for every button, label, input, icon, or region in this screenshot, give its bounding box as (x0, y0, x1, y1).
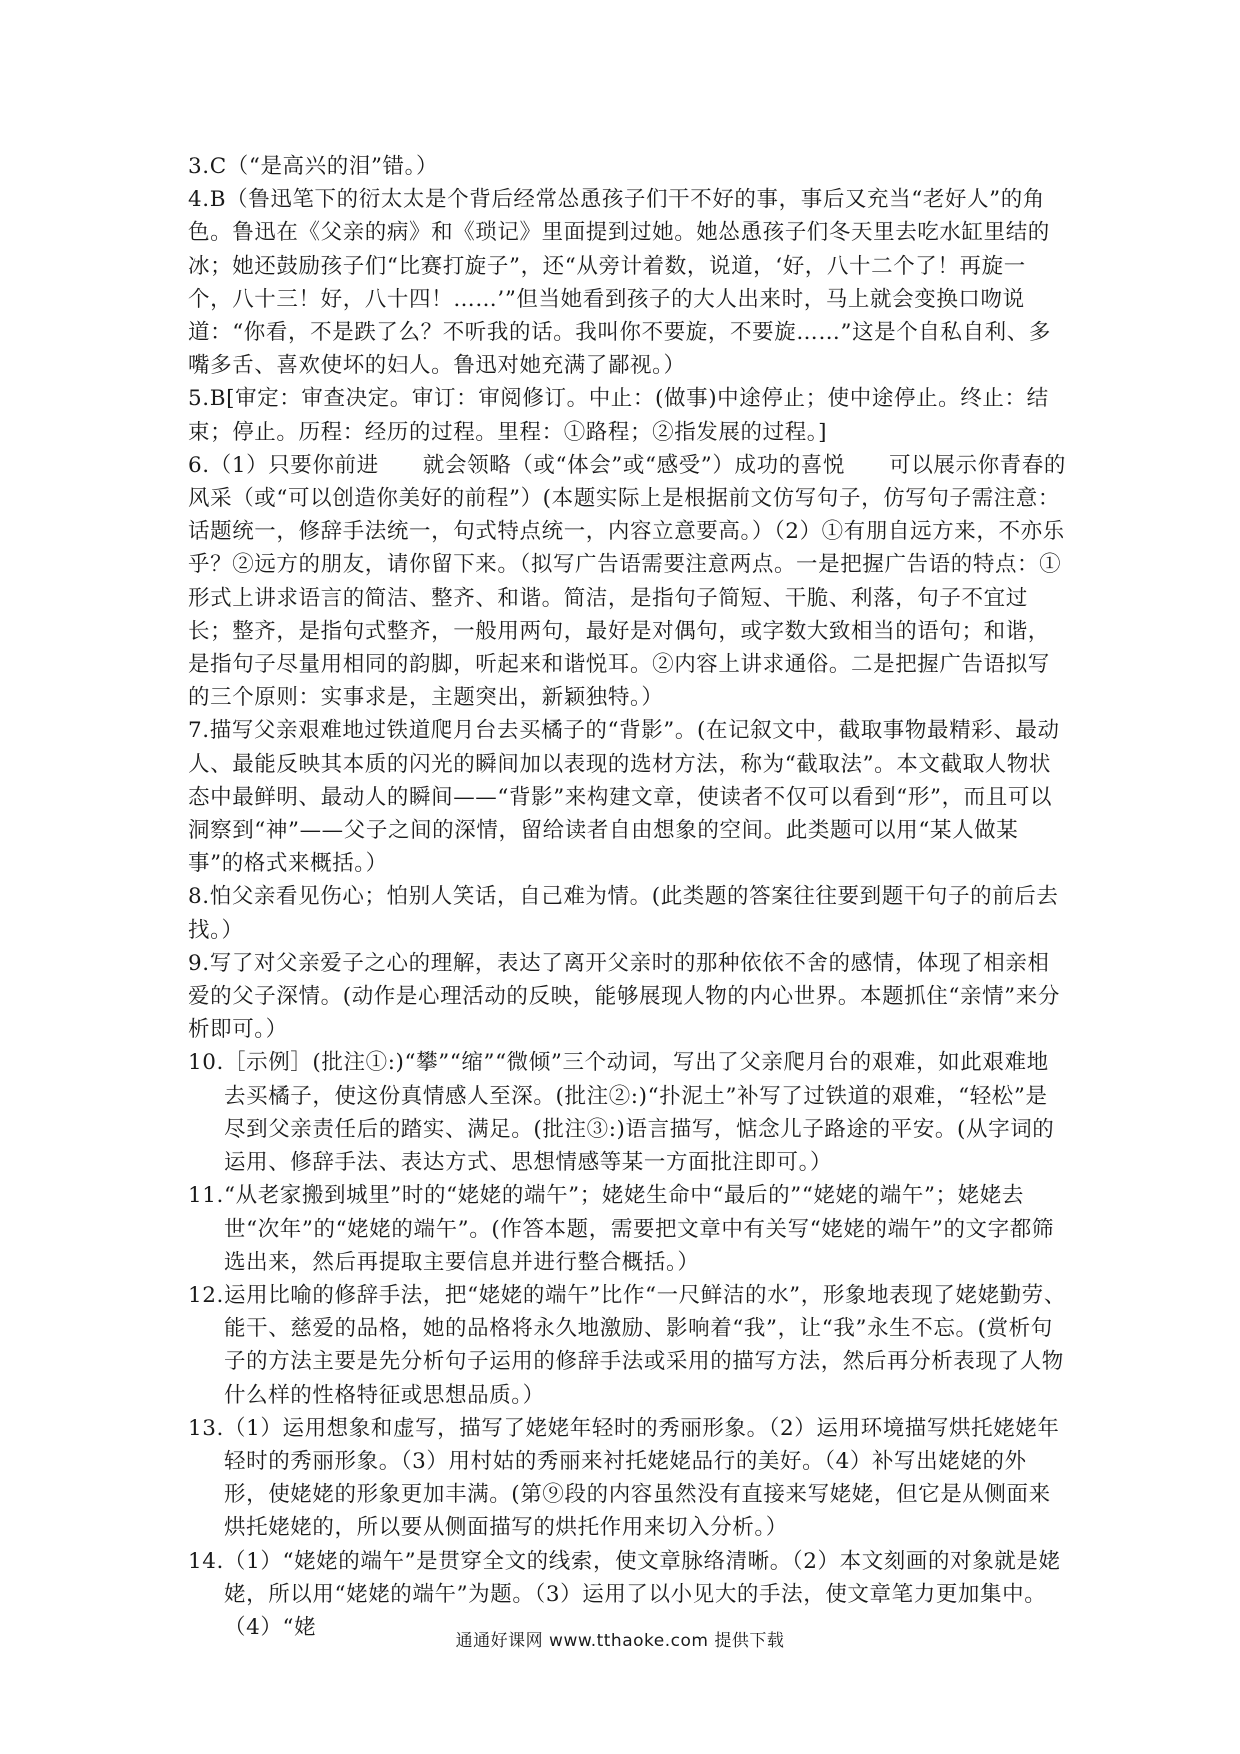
answer-item-10: 10.［示例］(批注①:)“攀”“缩”“微倾”三个动词，写出了父亲爬月台的艰难，如此艰难地去买橘子，使这份真情感人至深。(批注②:)“扑泥土”补写了过铁道的艰难，“轻松”是尽到父亲责任后的踏实、满足。(批注③:)语言描写，惦念儿子路途的平安。(从字词的运用、修辞手法、表达方式、思想情感等某一方面批注即可。） (188, 1050, 1055, 1176)
answer-item-4: 4.B（鲁迅笔下的衍太太是个背后经常怂恿孩子们干不好的事，事后又充当“老好人”的角色。鲁迅在《父亲的病》和《琐记》里面提到过她。她怂恿孩子们冬天里去吃水缸里结的冰；她还鼓励孩子们“比赛打旋子”，还“从旁计着数，说道，‘好，八十二个了！再旋一个，八十三！好，八十四！……’”但当她看到孩子的大人出来时，马上就会变换口吻说道：“你看，不是跌了么？不听我的话。我叫你不要旋，不要旋……”这是个自私自利、多嘴多舌、喜欢使坏的妇人。鲁迅对她充满了鄙视。） (188, 187, 1051, 379)
answer-item-12: 12.运用比喻的修辞手法，把“姥姥的端午”比作“一尺鲜洁的水”，形象地表现了姥姥勤劳、能干、慈爱的品格，她的品格将永久地激励、影响着“我”，让“我”永生不忘。(赏析句子的方法主要是先分析句子运用的修辞手法或采用的描写方法，然后再分析表现了人物什么样的性格特征或思想品质。） (188, 1282, 1066, 1408)
answer-list (188, 150, 1068, 1644)
answer-item-6: 6.（1）只要你前进 就会领略（或“体会”或“感受”）成功的喜悦 可以展示你青春的风采（或“可以创造你美好的前程”）(本题实际上是根据前文仿写句子，仿写句子需注意：话题统一，修辞手法统一，句式特点统一，内容立意要高。）（2）①有朋自远方来，不亦乐乎？②远方的朋友，请你留下来。（拟写广告语需要注意两点。一是把握广告语的特点：①形式上讲求语言的简洁、整齐、和谐。简洁，是指句子简短、干脆、利落，句子不宜过长；整齐，是指句式整齐，一般用两句，最好是对偶句，或字数大致相当的语句；和谐，是指句子尽量用相同的韵脚，听起来和谐悦耳。②内容上讲求通俗。二是把握广告语拟写的三个原则：实事求是，主题突出，新颖独特。） (188, 452, 1066, 711)
answer-item-3: 3.C（“是高兴的泪”错。） (188, 154, 439, 179)
answer-item-8: 8.怕父亲看见伤心；怕别人笑话，自己难为情。(此类题的答案往往要到题干句子的前后去找。） (188, 884, 1059, 943)
answer-item-14: 14.（1）“姥姥的端午”是贯穿全文的线索，使文章脉络清晰。（2）本文刻画的对象就是姥姥，所以用“姥姥的端午”为题。（3）运用了以小见大的手法，使文章笔力更加集中。（4）“姥 (188, 1548, 1061, 1640)
answer-item-7: 7.描写父亲艰难地过铁道爬月台去买橘子的“背影”。(在记叙文中，截取事物最精彩、最动人、最能反映其本质的闪光的瞬间加以表现的选材方法，称为“截取法”。本文截取人物状态中最鲜明、最动人的瞬间——“背影”来构建文章，使读者不仅可以看到“形”，而且可以洞察到“神”——父子之间的深情，留给读者自由想象的空间。此类题可以用“某人做某事”的格式来概括。） (188, 718, 1060, 877)
answer-item-5: 5.B[审定：审查决定。审订：审阅修订。中止：(做事)中途停止；使中途停止。终止：结束；停止。历程：经历的过程。里程：①路程；②指发展的过程。] (188, 386, 1049, 445)
answer-item-9: 9.写了对父亲爱子之心的理解，表达了离开父亲时的那种依依不舍的感情，体现了相亲相爱的父子深情。(动作是心理活动的反映，能够展现人物的内心世界。本题抓住“亲情”来分析即可。） (188, 950, 1060, 1043)
answer-item-13: 13.（1）运用想象和虚写，描写了姥姥年轻时的秀丽形象。（2）运用环境描写烘托姥姥年轻时的秀丽形象。（3）用村姑的秀丽来衬托姥姥品行的美好。（4）补写出姥姥的外形，使姥姥的形象更加丰满。(第⑨段的内容虽然没有直接来写姥姥，但它是从侧面来烘托姥姥的，所以要从侧面描写的烘托作用来切入分析。） (188, 1415, 1060, 1541)
page-footer: 通通好课网 www.tthaoke.com 提供下载 (455, 1631, 785, 1651)
answer-item-11: 11.“从老家搬到城里”时的“姥姥的端午”；姥姥生命中“最后的”“姥姥的端午”；姥姥去世“次年”的“姥姥的端午”。(作答本题，需要把文章中有关写“姥姥的端午”的文字都筛选出来，然后再提取主要信息并进行整合概括。） (188, 1183, 1054, 1275)
